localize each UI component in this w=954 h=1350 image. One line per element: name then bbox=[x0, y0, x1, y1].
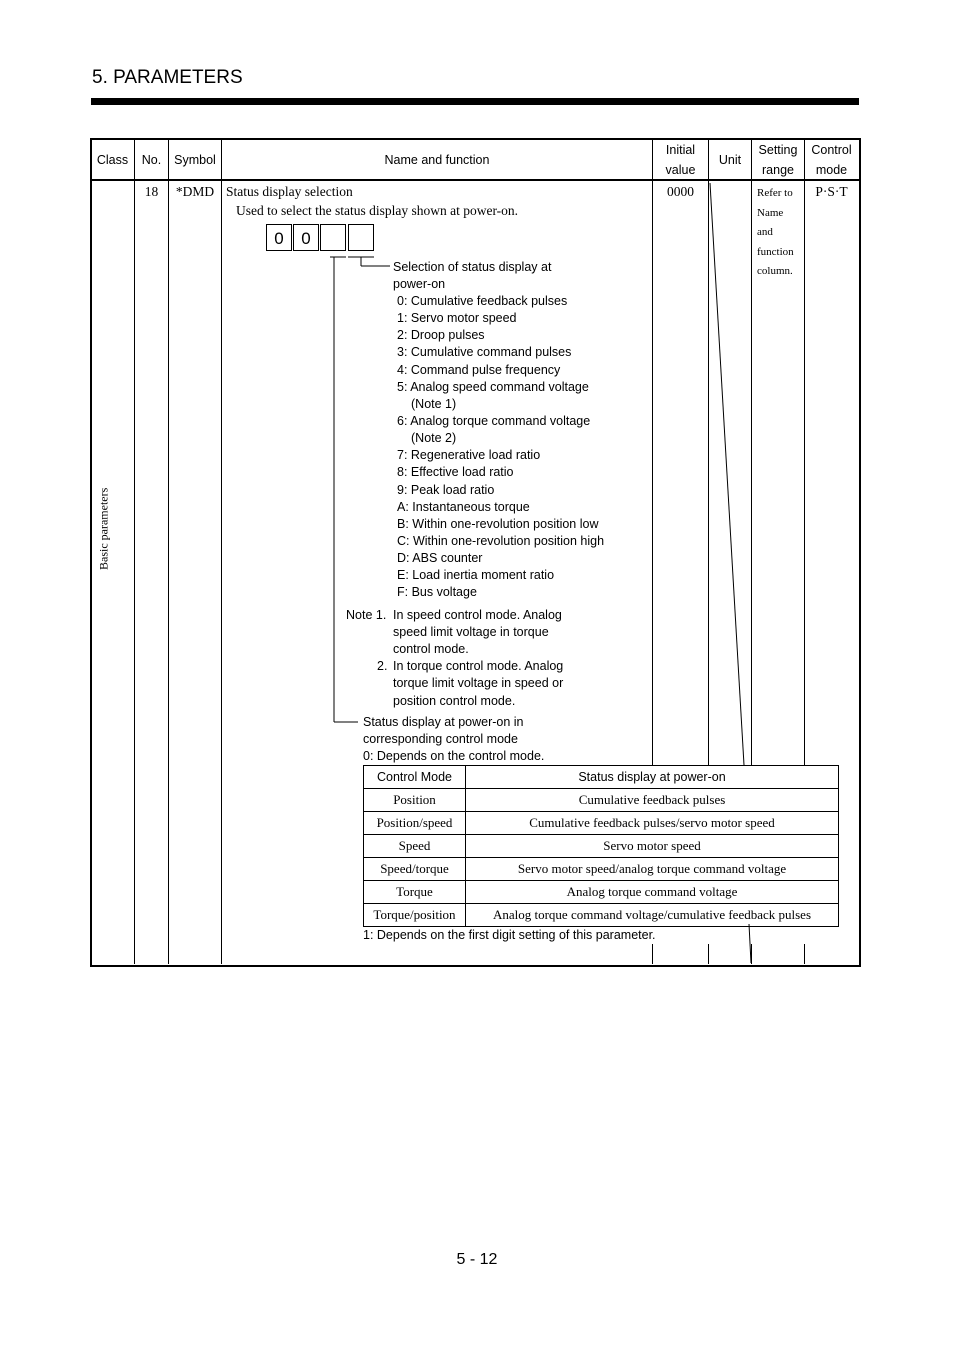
setting-range-line: column. bbox=[757, 265, 793, 277]
setting-range-line: function bbox=[757, 245, 794, 258]
param-number: 18 bbox=[144, 184, 159, 199]
control-mode-table bbox=[363, 765, 839, 927]
option-8: 8: Effective load ratio bbox=[397, 465, 514, 479]
digit-box-1 bbox=[348, 224, 374, 251]
option-2: 2: Droop pulses bbox=[397, 328, 485, 342]
mode-cell: Speed/torque bbox=[364, 858, 466, 881]
header-control-mode: Control Mode bbox=[364, 766, 466, 789]
col-divider-no bbox=[168, 139, 169, 964]
col-divider-setting-tail bbox=[804, 944, 805, 964]
header-setting-2: range bbox=[762, 163, 794, 177]
mode-cell: Torque bbox=[364, 881, 466, 904]
header-setting-1: Setting bbox=[758, 143, 798, 157]
status-cell: Analog torque command voltage bbox=[466, 881, 839, 904]
note-1-label: Note 1. bbox=[346, 608, 387, 622]
title-rule bbox=[91, 98, 859, 105]
page-number: 5 - 12 bbox=[456, 1251, 498, 1268]
after-table-note: 1: Depends on the first digit setting of this parameter. bbox=[363, 928, 656, 942]
status-cell: Analog torque command voltage/cumulative feedback pulses bbox=[466, 904, 839, 927]
page-title: 5. PARAMETERS bbox=[92, 67, 243, 88]
header-symbol: Symbol bbox=[174, 153, 216, 167]
corr-label-3: 0: Depends on the control mode. bbox=[363, 749, 545, 763]
header-control-2: mode bbox=[815, 163, 848, 177]
option-c: C: Within one-revolution position high bbox=[397, 534, 605, 548]
col-divider-setting-body bbox=[804, 181, 805, 765]
selection-label-1: Selection of status display at bbox=[393, 260, 552, 274]
status-cell: Cumulative feedback pulses bbox=[466, 789, 839, 812]
digit-box-4: 0 bbox=[266, 224, 292, 251]
col-divider-symbol bbox=[221, 139, 222, 964]
option-5: 5: Analog speed command voltage bbox=[397, 380, 589, 394]
note-2-line-1: In torque control mode. Analog bbox=[393, 659, 564, 673]
table-row bbox=[364, 789, 839, 812]
header-no: No. bbox=[141, 153, 162, 167]
note-2-line-2: torque limit voltage in speed or bbox=[393, 676, 564, 690]
option-4: 4: Command pulse frequency bbox=[397, 363, 561, 377]
col-divider-class bbox=[134, 139, 135, 964]
note-1-line-2: speed limit voltage in torque bbox=[393, 625, 549, 639]
col-divider-name-body bbox=[652, 181, 653, 765]
header-initial-1: Initial bbox=[665, 143, 696, 157]
digit-box-3: 0 bbox=[293, 224, 319, 251]
mode-cell: Position bbox=[364, 789, 466, 812]
setting-range-line: Refer to bbox=[757, 187, 793, 199]
mode-cell: Torque/position bbox=[364, 904, 466, 927]
option-1: 1: Servo motor speed bbox=[397, 311, 517, 325]
setting-range-line: Name bbox=[757, 206, 784, 219]
digit-connector-lines bbox=[330, 250, 400, 730]
col-divider-name-tail bbox=[652, 944, 653, 964]
header-name-function: Name and function bbox=[384, 153, 490, 167]
option-e: E: Load inertia moment ratio bbox=[397, 568, 555, 582]
status-cell: Servo motor speed bbox=[466, 835, 839, 858]
setting-range bbox=[757, 184, 794, 282]
header-status-display: Status display at power-on bbox=[466, 766, 839, 789]
option-5-note: (Note 1) bbox=[411, 397, 457, 411]
table-row bbox=[364, 812, 839, 835]
setting-range-line: and bbox=[757, 226, 773, 238]
note-1-line-3: control mode. bbox=[393, 642, 469, 656]
note-2-line-3: position control mode. bbox=[393, 694, 516, 708]
note-2-label: 2. bbox=[377, 659, 388, 673]
control-mode-table-header bbox=[364, 766, 839, 789]
option-6-note: (Note 2) bbox=[411, 431, 457, 445]
option-a: A: Instantaneous torque bbox=[397, 500, 530, 514]
option-d: D: ABS counter bbox=[397, 551, 483, 565]
table-row bbox=[364, 881, 839, 904]
control-mode-value: P·S·T bbox=[815, 184, 848, 199]
note-1-line-1: In speed control mode. Analog bbox=[393, 608, 562, 622]
initial-value: 0000 bbox=[667, 184, 694, 199]
option-f: F: Bus voltage bbox=[397, 585, 477, 599]
header-initial-2: value bbox=[665, 163, 696, 177]
param-symbol: *DMD bbox=[175, 184, 215, 199]
header-control-1: Control bbox=[811, 143, 852, 157]
table-row bbox=[364, 858, 839, 881]
header-class: Class bbox=[96, 153, 129, 167]
header-unit: Unit bbox=[718, 153, 742, 167]
option-3: 3: Cumulative command pulses bbox=[397, 345, 572, 359]
option-7: 7: Regenerative load ratio bbox=[397, 448, 541, 462]
digit-box-2 bbox=[320, 224, 346, 251]
status-cell: Cumulative feedback pulses/servo motor speed bbox=[466, 812, 839, 835]
corr-label-2: corresponding control mode bbox=[363, 732, 518, 746]
table-row bbox=[364, 904, 839, 927]
option-6: 6: Analog torque command voltage bbox=[397, 414, 591, 428]
mode-cell: Position/speed bbox=[364, 812, 466, 835]
option-9: 9: Peak load ratio bbox=[397, 483, 495, 497]
selection-label-2: power-on bbox=[393, 277, 446, 291]
corr-label-1: Status display at power-on in bbox=[363, 715, 524, 729]
param-name: Status display selection bbox=[226, 184, 353, 199]
status-cell: Servo motor speed/analog torque command voltage bbox=[466, 858, 839, 881]
option-b: B: Within one-revolution position low bbox=[397, 517, 599, 531]
option-0: 0: Cumulative feedback pulses bbox=[397, 294, 568, 308]
param-description: Used to select the status display shown at power-on. bbox=[236, 203, 519, 218]
table-row bbox=[364, 835, 839, 858]
mode-cell: Speed bbox=[364, 835, 466, 858]
